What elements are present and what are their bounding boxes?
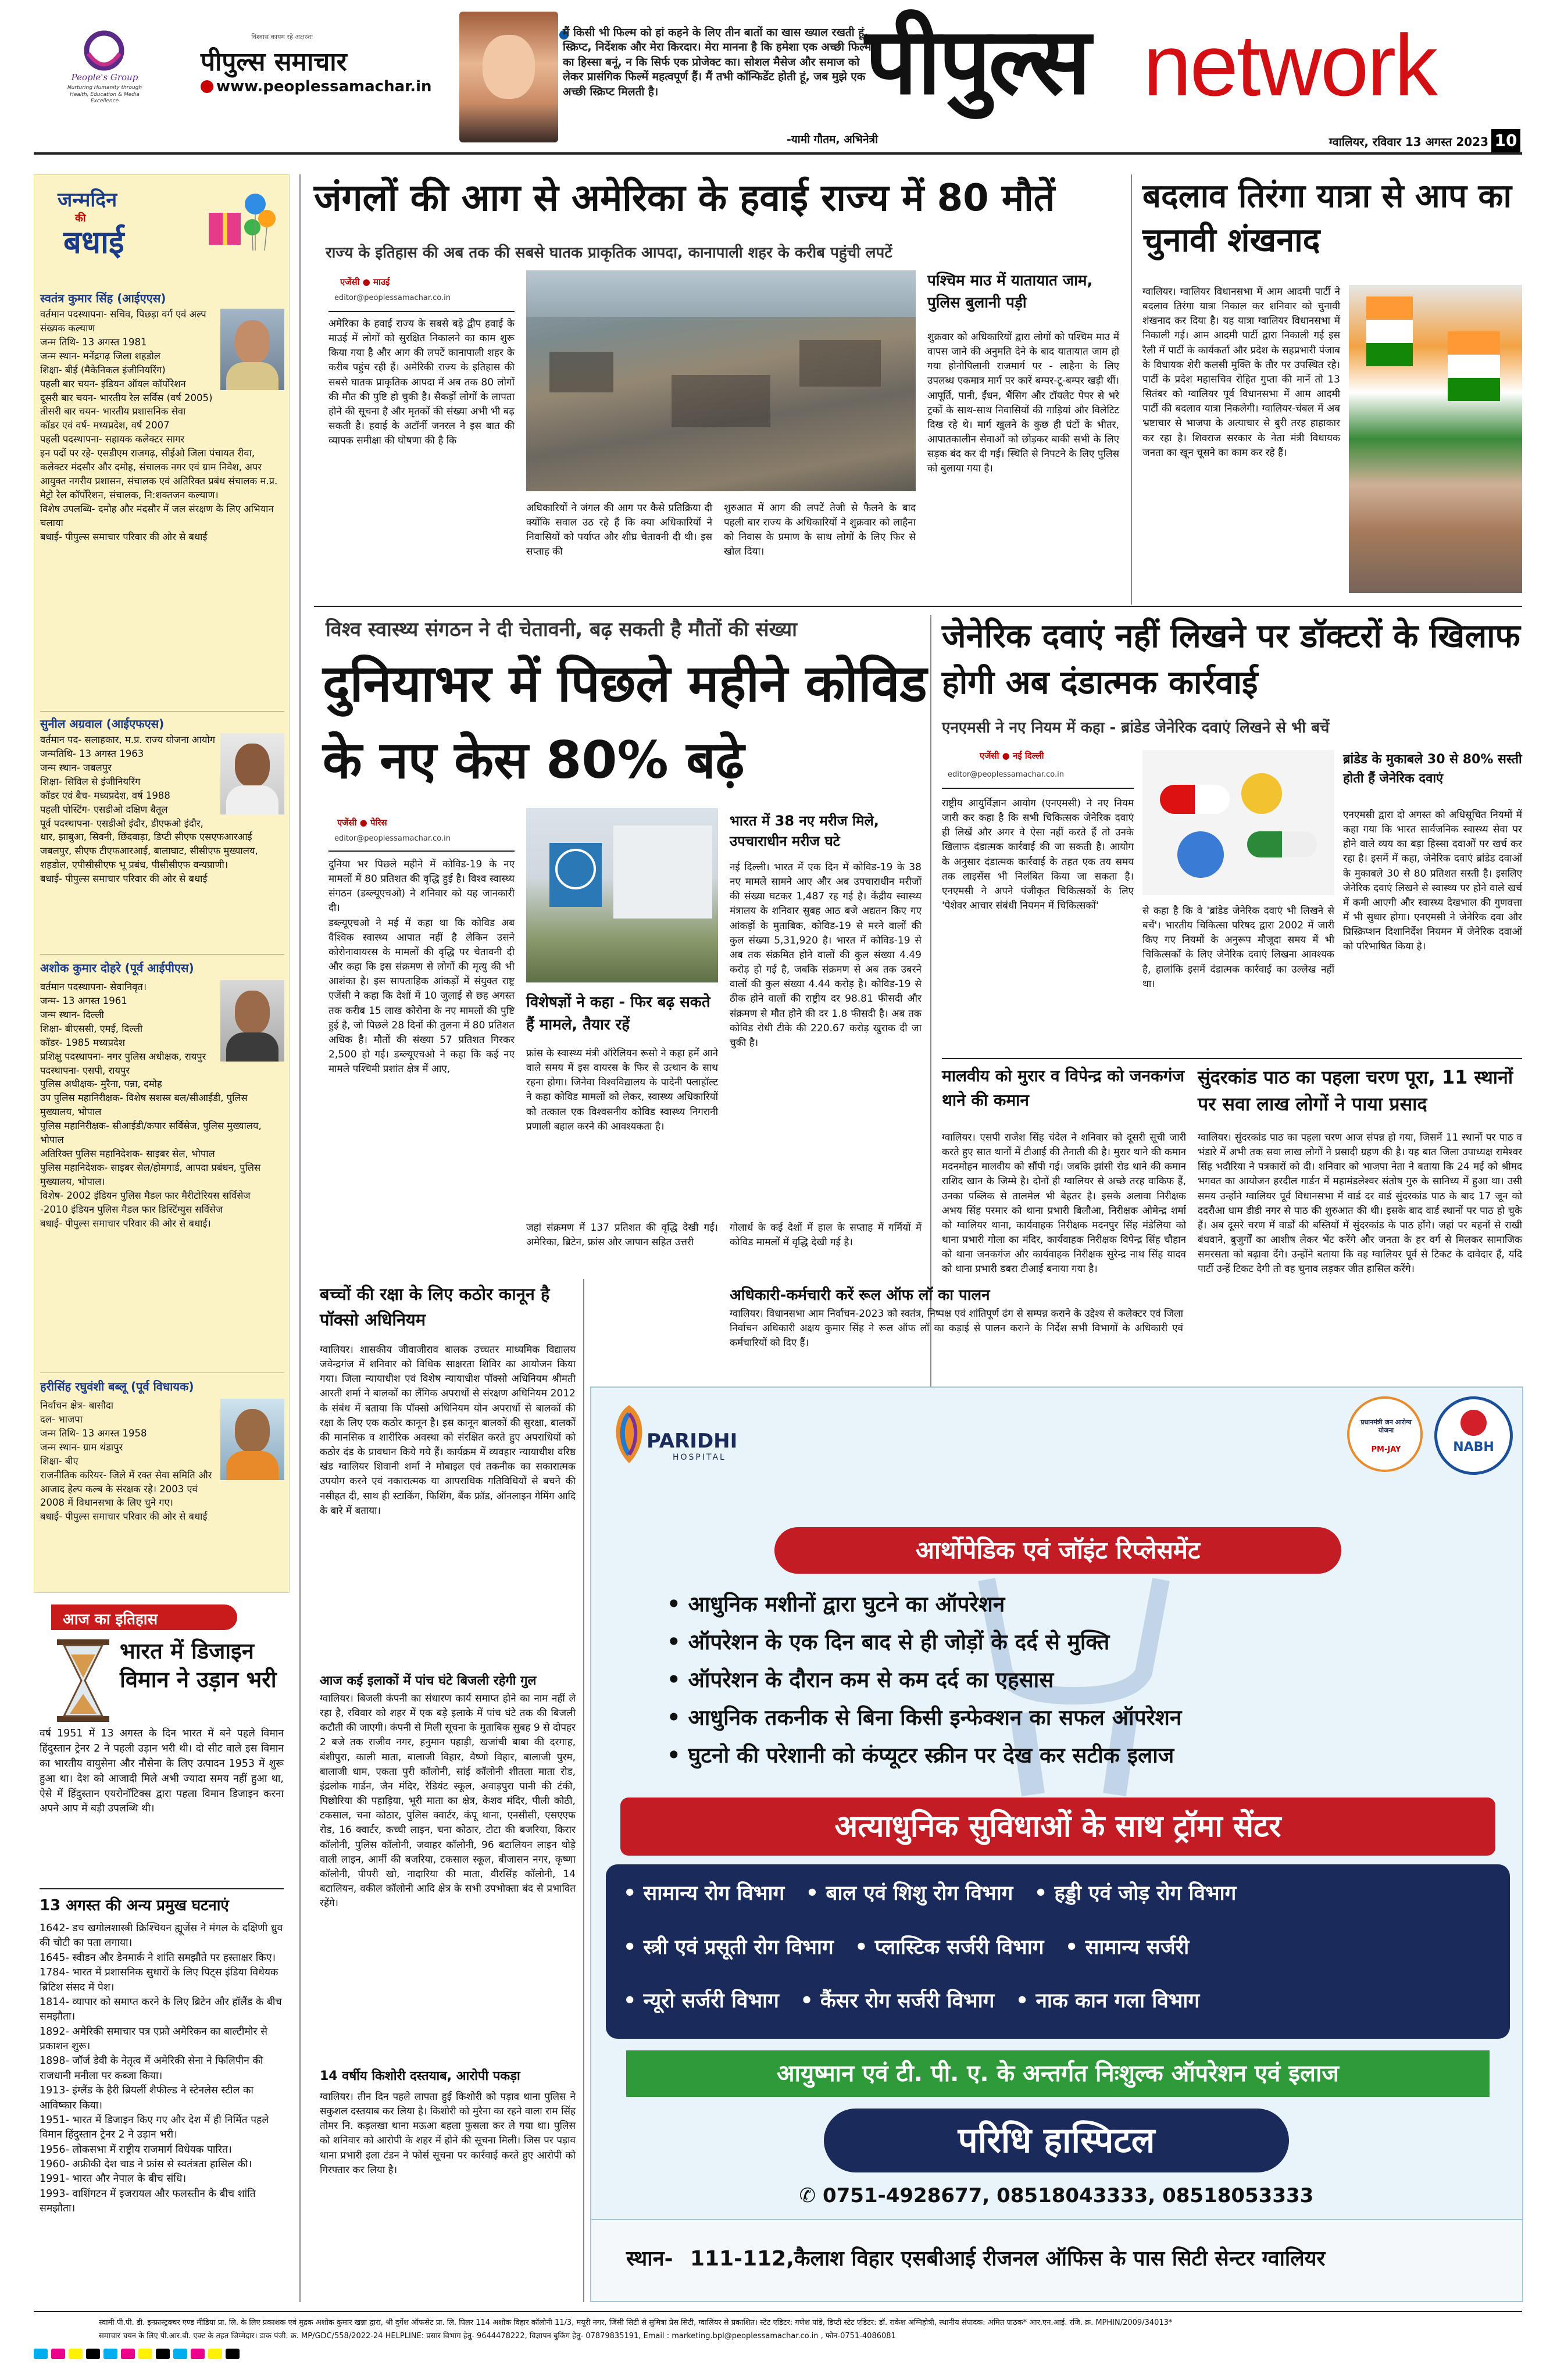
tiranga-headline: बदलाव तिरंगा यात्रा से आप का चुनावी शंखनाद: [1142, 177, 1512, 259]
generic-bottom-rule: [942, 1058, 1522, 1059]
bullet-dot-icon: •: [667, 1743, 688, 1768]
person3-details: वर्तमान पदस्थापना- सेवानिवृत। जन्म- 13 अगस्त 1961 जन्म स्थान- दिल्ली शिक्षा- बीएससी, एमई, दिल्ली कॉडर- 1985 मध्यप्रदेश प्रशिक्षु पदस्थापना- नगर पुलिस अधीक्षक, रायपुर पदस्थापना- एसपी, रायपुर पुलिस अधीक्षक- मुरैना, पन्ना, दमोह उप पुलिस महानिरीक्षक- विशेष सशस्त्र बल/सीआईडी, पुलिस मुख्यालय, भोपाल पुलिस महानिरीक्षक- सीआईडी/कपार सर्विसेज, पुलिस मुख्यालय, भोपाल अतिरिक्त पुलिस महानिदेशक- साइबर सेल, भोपाल पुलिस महानिदेशक- साइबर सेल/होमगार्ड, आपदा प्रबंधन, पुलिस मुख्यालय, भोपाल। विशेष- 2002 इंडियन पुलिस मैडल फार मैरीटोरियस सर्विसेज -2010 इंडियन पुलिस मैडल फार डिस्टिंग्युस सर्विसेज बधाई- पीपुल्स समाचार परिवार की ओर से बधाई।: [40, 981, 262, 1229]
hospital-phones[interactable]: ✆ 0751-4928677, 08518043333, 08518053333: [799, 2184, 1314, 2207]
brand-hindi: पीपुल्स: [865, 8, 1089, 115]
address-bar: [591, 2219, 1522, 2301]
covid-col3: जहां संक्रमण में 137 प्रतिशत की वृद्धि देखी गई। अमेरिका, ब्रिटेन, फ्रांस और जापान सहित उत्तरी: [526, 1222, 718, 1249]
birthday-divider-1: [40, 711, 284, 712]
person2-details: वर्तमान पद- सलाहकार, म.प्र. राज्य योजना आयोग जन्मतिथि- 13 अगस्त 1963 जन्म स्थान- जबलपुर शिक्षा- सिविल से इंजीनियरिंग कॉडर एवं बैच- मध्यप्रदेश, वर्ष 1988 पहली पोस्टिंग- एसडीओ दक्षिण बैतूल पूर्व पदस्थापना- एसडीओ इंदौर, डीएफओ इंदौर, धार, झाबुआ, सिवनी, छिंदवाड़ा, डिप्टी सीएफ एसएफआरआई जबलपुर, सीएफ टीएफआरआई, बालाघाट, सीसीएफ मुख्यालय, शहडोल, एपीसीसीएफ भू प्रबंध, पीसीसीएफ वन्यप्राणी। बधाई- पीपुल्स समाचार परिवार की ओर से बधाई: [40, 734, 258, 885]
children-body: ग्वालियर। शासकीय जीवाजीराव बालक उच्चतर माध्यमिक विद्यालय जवेन्द्रगंज में शनिवार को विधिक साक्षरता शिविर का आयोजन किया गया। जिला न्यायाधीश एवं विशेष न्यायाधीश पॉक्सो अधिनियम श्रीमती आरती शर्मा ने बालकों का लैंगिक अपराधों से संरक्षण अधिनियम 2012 के संबंध में बताया कि पॉक्सो अधिनियम योन अपराधों से बालकों की रक्षा के लिए एक कठोर कानून है। इस कानून बालकों की सुरक्षा, बालकों की मानसिक व शारीरिक अवस्था को संरक्षित करते हुए अपराधियों को कठोर दंड के प्रावधान किये गये हैं। कार्यक्रम में व्यवहार न्यायाधीश वरिष्ठ खंड ग्वालियर शिवानी शर्मा ने मोबाइल एवं तकनीक का सकारात्मक उपयोग करने एवं नकारात्मक या आपराधिक गतिविधियों से बचने की नसीहत दी, साथ ही स्टाकिंग, फिशिंग, बैंक फ्रॉड, ऑनलाइन गेमिंग आदि के बारे में बताया।: [320, 1344, 576, 1517]
hawaii-col1: अमेरिका के हवाई राज्य के सबसे बड़े द्वीप हवाई के माउई में लोगों को सुरक्षित निकालने का काम शुरू किया गया है और आग की लपटें कानापाली शहर के करीब पहुंच रही हैं। अमेरिकी राज्य के इतिहास की सबसे घातक प्राकृतिक आपदा में अब तक 80 लोगों की मौत की पुष्टि हो चुकी है। सैकड़ों लोगों के लापता होने की सूचना है और मृतकों की संख्या अभी भी बढ़ सकती है। हवाई के अटॉर्नी जनरल ने इस बात की व्यापक समीक्षा की घोषणा की है कि: [328, 318, 515, 447]
power-headline: आज कई इलाकों में पांच घंटे बिजली रहेगी गुल: [320, 1674, 537, 1688]
center-right-divider: [1131, 174, 1132, 605]
paridhi-ad[interactable]: [590, 1386, 1523, 2302]
paridhi-logo-name: PARIDHI: [647, 1430, 738, 1453]
ad-bullet-2: [667, 1626, 1481, 1656]
nabh-badge: [1434, 1396, 1513, 1475]
pmjay-badge: [1347, 1396, 1423, 1472]
hawaii-email: editor@peoplessamachar.co.in: [334, 294, 451, 302]
group-tagline: Nurturing Humanity through Health, Education & Media Excellence: [67, 85, 142, 105]
person1-details: वर्तमान पदस्थापना- सचिव, पिछड़ा वर्ग एवं अल्प संख्यक कल्याण जन्म तिथि- 13 अगस्त 1981 जन्म स्थान- मनेंद्रगढ़ जिला शहडोल शिक्षा- बीई (मैकेनिकल इंजीनियरिंग) पहली बार चयन- इंडियन ऑयल कॉर्पोरेशन दूसरी बार चयन- भारतीय रेल सर्विस (वर्ष 2005) तीसरी बार चयन- भारतीय प्रशासनिक सेवा कॉडर एवं वर्ष- मध्यप्रदेश, वर्ष 2007 पहली पदस्थापना- सहायक कलेक्टर सागर इन पदों पर रहे- एसडीएम राजगढ़, सीईओ जिला पंचायत रीवा, कलेक्टर मंदसौर और दमोह, संचालक नगर एवं ग्राम निवेश, अपर आयुक्त नगरीय प्रशासन, संचालक एवं अतिरिक्त प्रबंध संचालक म.प्र. मेट्रो रेल कॉर्पोरेशन, संचालक, नि:शक्तजन कल्याण। विशेष उपलब्धि- दमोह और मंदसौर में जल संरक्षण के लिए अभियान चलाया बधाई- पीपुल्स समाचार परिवार की ओर से बधाई: [40, 309, 278, 542]
footer-color-strip: [34, 2349, 1522, 2366]
generic-byline: एजेंसी ● नई दिल्ली: [980, 751, 1044, 761]
paper-name: पीपुल्स समाचार: [201, 47, 347, 77]
employees-body: ग्वालियर। विधानसभा आम निर्वाचन-2023 को स्वतंत्र, निष्पक्ष एवं शांतिपूर्ण ढंग से सम्पन्न कराने के उद्देश्य से कलेक्टर एवं जिला निर्वाचन अधिकारी अक्षय कुमार सिंह ने रूल ऑफ लॉ का कड़ाई से पालन कराने के निर्देश सभी विभागों के अधिकारी एवं कर्मचारियों को दिए हैं।: [730, 1308, 1183, 1349]
power-body: ग्वालियर। बिजली कंपनी का संधारण कार्य समाप्त होने का नाम नहीं ले रहा है, रविवार को शहर में एक बड़े इलाके में पांच घंटे तक की बिजली कटौती की जाएगी। कंपनी से मिली सूचना के मुताबिक सुबह 9 से दोपहर 2 बजे तक राजीव नगर, हनुमान पहाड़ी, खजांची बाबा की दरगाह, बंशीपुरा, काली माता, बालाजी विहार, वैष्णो विहार, बालाजी पुरम, बालाजी धाम, एकता पुरी कॉलोनी, सांई कॉलोनी शीतला माता रोड, इंद्रलोक गार्डन, जैन मंदिर, रेडियंट स्कूल, अवाड़पुरा पानी की टंकी, पिछोरिया की पहाड़िया, भूरी माता का क्षेत्र, केशव मंदिर, पीली कोठी, टकसाल, चना कोठार, पुलिस क्वार्टर, कंपू थाना, एनसीसी, एसएएफ रोड, 16 क्वार्टर, कच्ची लाइन, चना कोठार, टोटा की बजरिया, किरार कॉलोनी, पुलिस कॉलोनी, जवाहर कॉलोनी, 96 बटालियन लाइन थोड़े वाली लाइन, आर्मी की बजरिया, टकसाल स्कूल, बीजासन नगर, कृष्णा कॉलोनी, पीपरी खो, नादारिया की माता, वीरसिंह कॉलोनी, 14 बटालियन, वकील कॉलोनी आदि क्षेत्र के सभी उपभोक्ता बंद से प्रभावित रहेंगे।: [320, 1693, 576, 1910]
departments-box: [606, 1864, 1510, 2039]
generic-byline-rule: [942, 788, 1134, 789]
medicine-pills-photo: [1142, 750, 1334, 895]
ad-bullet-5: [667, 1739, 1510, 1769]
history-label: आज का इतिहास: [51, 1604, 237, 1630]
departments-row-2: • स्त्री एवं प्रसूती रोग विभाग • प्लास्टिक सर्जरी विभाग • सामान्य सर्जरी: [623, 1936, 1190, 1959]
hawaii-byline: एजेंसी ● माउई: [340, 277, 390, 287]
ad-bullet-4: [667, 1702, 1510, 1731]
girl-body: ग्वालियर। तीन दिन पहले लापता हुई किशोरी को पड़ाव थाना पुलिस ने सकुशल दस्तयाब कर लिया है। किशोरी को मुरैना का रहने वाला राम सिंह तोमर नि. कड़लखा थाना मऊआ बहला फुसला कर ले गया था। पुलिस को शनिवार को आरोपी के शहर में होने की सूचना मिली। जिस पर पड़ाव थाना प्रभारी इला टंडन ने फोर्स सूचना पर कार्रवाई करते हुए आरोपी को गिरफ्तार कर लिया है।: [320, 2091, 576, 2176]
page-number: 10: [1491, 129, 1520, 152]
malviya-body: ग्वालियर। एसपी राजेश सिंह चंदेल ने शनिवार को दूसरी सूची जारी करते हुए सात थानों में टीआई की तैनाती की है। मुरार थाने की कमान मदनमोहन मालवीय को सौंपी गई। जबकि झांसी रोड थाने की कमान राशिद खान के जिम्मे है। दोनों ही ग्वालियर से अच्छे तरह वाकिफ हैं, उनका पब्लिक से तालमेल भी बेहतर है। इसके अलावा निरीक्षक अभय सिंह परमार को थाना प्रभारी बिलौआ, निरीक्षक ओमेन्द्र शर्मा को ग्वालियर थाना, कार्यवाहक निरीक्षक मदनपुर सिंह मंडेलिया को थाना प्रभारी गोला का मंदिर, कार्यवाहक निरीक्षक विपेन्द्र सिंह चौहान को थाना जनकगंज और कार्यवाहक निरीक्षक सुरेन्द्र नाथ सिंह यादव को थाना प्रभारी डबरा टीआई बनाया गया है।: [942, 1132, 1186, 1275]
hawaii-fire-photo: [526, 270, 916, 491]
covid-col1: दुनिया भर पिछले महीने में कोविड-19 के नए मामलों में 80 प्रतिशत की वृद्धि हुई है। विश्व स्वास्थ्य संगठन (डब्ल्यूएचओ) ने शनिवार को यह जानकारी दी। डब्ल्यूएचओ ने मई में कहा था कि कोविड अब वैश्विक स्वास्थ्य आपात नहीं है लेकिन उसने कोरोनावायरस के मामलों की वृद्धि पर चेतावनी दी और कहा कि इस संक्रमण से लोगों की मृत्यु की भी आशंका है। इस सापताहिक आंकड़ों में संयुक्त राष्ट्र एजेंसी ने कहा कि देशों में 10 जुलाई से छह अगस्त तक करीब 15 लाख कोरोना के नए मामलों की पुष्टि हुई है, जो पिछले 28 दिनों की तुलना में 80 प्रतिशत अधिक है। मौतों की संख्या 57 प्रतिशत गिरकर 2,500 हो गई। डब्ल्यूएचओ ने कहा कि कई नए मामले पश्चिमी प्रशांत क्षेत्र में आए,: [328, 859, 515, 1075]
bullet-dot-icon: •: [667, 1629, 688, 1654]
ad-title: आर्थोपेडिक एवं जॉइंट रिप्लेसमेंट: [774, 1527, 1341, 1574]
scheme-banner: आयुष्मान एवं टी. पी. ए. के अन्तर्गत निःशुल्क ऑपरेशन एवं इलाज: [626, 2050, 1490, 2097]
generic-col2: से कहा है कि वे 'ब्रांडेड जेनेरिक दवाएं भी लिखने से बचें'। भारतीय चिकित्सा परिषद द्वारा 2002 में जारी किए गए नियमों के अनुरूप मौजूदा समय में भी चिकित्सकों के लिए जेनेरिक दवाएं लिखना आवश्यक है, हालांकि इसमें दंडात्मक कार्रवाई का उल्लेख नहीं था।: [1142, 905, 1334, 990]
birthday-banner: [40, 181, 284, 260]
address-label: स्थान-: [626, 2247, 673, 2271]
sunderkand-body: ग्वालियर। सुंदरकांड पाठ का पहला चरण आज संपन्न हो गया, जिसमें 11 स्थानों पर पाठ व भंडारे में अभी तक सवा लाख लोगों ने प्रसादी ग्रहण की है। यह बात जिला उपाध्यक्ष रामेश्वर सिंह भदौरिया ने पत्रकारों को दी। शनिवार को भाजपा नेता ने बताया कि 24 मई को श्रीमद भगवत का आयोजन हरदील गार्डन में महामंडलेश्वर संतोष गुरु के सानिध्य में हुआ था। उसी समय उन्होंने ग्वालियर पूर्व विधानसभा में वार्ड दर वार्ड सुंदरकांड पाठ के बाद 17 जून को ददरौआ धाम डीडी नगर से पाठ की शुरुआत की थी। इसके बाद वार्ड स्थानों पर पाठ हो चुके हैं। अब दूसरे चरण में वार्डों की बस्तियों में सुंदरकांड के पाठ होंगे। जहां पर बहनों से राखी बंधवाने, बुजुर्गों का आशीष लेकर भेंट करेंगे और जनता के हर वर्ग से मिलकर सामाजिक समरसता को बढ़ावा देंगे। उन्होंने बताया कि वह ग्वालियर पूर्व से टिकट के दावेदार हैं, यदि पार्टी उन्हें टिकट देगी तो वह चुनाव लड़कर जीत हासिल करेंगे।: [1198, 1132, 1522, 1275]
bullet-text-4: आधुनिक तकनीक से बिना किसी इन्फेक्शन का सफल ऑपरेशन: [688, 1705, 1182, 1730]
tiranga-rally-photo: [1349, 285, 1522, 593]
gift-decor-icon: [197, 187, 278, 251]
banner-sub: की: [75, 212, 86, 224]
hawaii-col2: अधिकारियों ने जंगल की आग पर कैसे प्रतिक्रिया दी क्योंकि सवाल उठ रहे हैं कि क्या अधिकारियों ने निवासियों को पर्याप्त और शीघ्र चेतावनी दी थी। इस सप्ताह की: [526, 502, 712, 558]
history-headline: भारत में डिजाइन विमान ने उड़ान भरी: [120, 1638, 277, 1693]
brand-network: network: [1143, 16, 1437, 114]
sunderkand-headline: सुंदरकांड पाठ का पहला चरण पूरा, 11 स्थानों पर सवा लाख लोगों ने पाया प्रसाद: [1198, 1066, 1513, 1116]
person2-name: सुनील अग्रवाल (आईएफएस): [40, 717, 165, 731]
girl-headline: 14 वर्षीय किशोरी दस्तयाब, आरोपी पकड़ा: [320, 2069, 520, 2084]
address-text: 111-112,कैलाश विहार एसबीआई रीजनल ऑफिस के पास सिटी सेन्टर ग्वालियर: [690, 2247, 1326, 2271]
generic-box-title: ब्रांडेड के मुकाबले 30 से 80% सस्ती होती हैं जेनेरिक दवाएं: [1343, 752, 1522, 786]
bullet-dot-icon: •: [667, 1592, 688, 1617]
hawaii-col3: शुरुआत में आग की लपटें तेजी से फैलने के बाद पहली बार राज्य के अधिकारियों ने शुक्रवार को लाहैना को निवास के प्रमाण के साथ लोगों के लिए फिर से खोल दिया।: [724, 502, 916, 558]
hawaii-byline-rule: [328, 311, 515, 312]
covid-india-title: भारत में 38 नए मरीज मिले, उपचाराधीन मरीज घटे: [730, 813, 879, 849]
covid-col4: गोलार्ध के कई देशों में हाल के सप्ताह में गर्मियों में कोविड मामलों में वृद्धि देखी गई है।: [730, 1222, 922, 1249]
ad-bullet-1: [667, 1588, 1481, 1618]
person4-name: हरीसिंह रघुवंशी बब्लू (पूर्व विधायक): [40, 1380, 194, 1393]
ad-bullet-3: [667, 1664, 1481, 1693]
ad-left-divider: [583, 1279, 584, 2302]
bullet-text-3: ऑपरेशन के दौरान कम से कम दर्द का एहसास: [688, 1667, 1054, 1692]
yami-gautam-photo: [459, 12, 558, 142]
paridhi-logo-sub: HOSPITAL: [673, 1453, 726, 1462]
left-column-divider: [299, 174, 301, 2302]
bullet-text-5: घुटनो की परेशानी को कंप्यूटर स्क्रीन पर देख कर सटीक इलाज: [688, 1743, 1174, 1768]
nabh-badge-text: NABH: [1453, 1440, 1494, 1455]
jam-headline: पश्चिम माउ में यातायात जाम, पुलिस बुलानी पड़ी: [927, 272, 1093, 312]
covid-headline: दुनियाभर में पिछले महीने कोविड के नए केस 80% बढ़े: [323, 653, 927, 790]
pmjay-badge-sub: PM-JAY: [1371, 1445, 1401, 1454]
quote-text: मैं किसी भी फिल्म को हां कहने के लिए तीन बातों का खास ख्याल रखती हूं, स्क्रिप्ट, निर्देशक और मेरा किरदार। मेरा मानना है कि हमेशा एक अच्छी फिल्म का हिस्सा बनूं, न कि सिर्फ एक प्रोजेक्ट का। सोशल मैसेज और समाज को लेकर प्रासंगिक फिल्में महत्वपूर्ण हैं। मैं तभी कॉन्फिडेंट होती हूं, जब मुझे एक अच्छी स्क्रिप्ट मिलती है।: [563, 26, 872, 98]
covid-byline: एजेंसी ● पेरिस: [337, 817, 387, 828]
group-name: People's Group: [71, 72, 138, 83]
covid-email: editor@peoplessamachar.co.in: [334, 834, 451, 843]
hawaii-headline: जंगलों की आग से अमेरिका के हवाई राज्य में 80 मौतें: [314, 177, 1055, 220]
peoples-group-emblem-icon: [78, 30, 130, 71]
masthead: [0, 0, 1557, 163]
website: www.peoplessamachar.in: [216, 78, 432, 95]
covid-box-title: विशेषज्ञों ने कहा - फिर बढ़ सकते हैं मामले, तैयार रहें: [526, 994, 710, 1034]
departments-row-3: • न्यूरो सर्जरी विभाग • कैंसर रोग सर्जरी विभाग • नाक कान गला विभाग: [623, 1989, 1200, 2013]
person4-details: निर्वाचन क्षेत्र- बासौदा दल- भाजपा जन्म तिथि- 13 अगस्त 1958 जन्म स्थान- ग्राम थंडापुर शिक्षा- बीए राजनीतिक करियर- जिले में रक्त सेवा समिति और आजाद हेल्प कल्ब के संरक्षक रहे। 2003 एवं 2008 में विधानसभा के लिए चुने गए। बधाई- पीपुल्स समाचार परिवार की ओर से बधाई: [40, 1400, 212, 1523]
banner-top: जन्मदिन: [58, 188, 117, 212]
peoples-group-logo: [58, 30, 151, 106]
generic-headline: जेनेरिक दवाएं नहीं लिखने पर डॉक्टरों के खिलाफ होगी अब दंडात्मक कार्रवाई: [942, 617, 1520, 702]
person3-name: अशोक कुमार दोहरे (पूर्व आईपीएस): [40, 961, 194, 975]
quote-author: -यामी गौतम, अभिनेत्री: [786, 133, 878, 146]
covid-india-body: नई दिल्ली। भारत में एक दिन में कोविड-19 के 38 नए मामले सामने आए और अब उपचाराधीन मरीजों की संख्या घटकर 1,487 रह गई है। केंद्रीय स्वास्थ्य मंत्रालय के शनिवार सुबह आठ बजे अद्यतन किए गए आंकड़ों के मुताबिक, कोविड-19 से मरने वालों की कुल संख्या 5,31,920 है। भारत में कोविड-19 से अब तक संक्रमित होने वालों की कुल संख्या 4.49 करोड़ हो गई है, जबकि संक्रमण से अब तक उबरने वालों की कुल संख्या 4.44 करोड़ है। कोविड-19 से ठीक होने वालों की राष्ट्रीय दर 98.81 फीसदी और संक्रमण से मौत होने की दर 1.8 फीसदी है। अब तक कोविड रोधी टीके की 220.67 करोड़ खुराक दी जा चुकी है।: [730, 862, 922, 1049]
person1-name: स्वतंत्र कुमार सिंह (आईएएस): [40, 291, 166, 305]
departments-row-1: • सामान्य रोग विभाग • बाल एवं शिशु रोग विभाग • हड्डी एवं जोड़ रोग विभाग: [623, 1882, 1237, 1905]
history-body: वर्ष 1951 में 13 अगस्त के दिन भारत में बने पहले विमान हिंदुस्तान ट्रेनर 2 ने पहली उड़ान भरी थी। दो सीट वाले इस विमान का भारतीय वायुसेना और नौसेना के लिए उत्पादन 1953 में शुरू हुआ था। देश को आजादी मिले अभी ज्यादा समय नहीं हुआ था, ऐसे में हिंदुस्तान एयरोनॉटिक्स द्वारा पहला विमान डिजाइन करना अपने आप में बड़ी उपलब्धि थी।: [40, 1728, 284, 1815]
globe-icon: [201, 80, 213, 93]
covid-byline-rule: [328, 850, 515, 852]
birthday-divider-2: [40, 954, 284, 955]
hourglass-icon: [51, 1637, 115, 1724]
covid-kicker: विश्व स्वास्थ्य संगठन ने दी चेतावनी, बढ़ सकती है मौतों की संख्या: [326, 618, 797, 641]
children-headline: बच्चों की रक्षा के लिए कठोर कानून है पॉक्सो अधिनियम: [320, 1284, 550, 1330]
paper-small-tag: विश्वास कायम रहे अक्षरशः: [251, 33, 313, 41]
events-list: 1642- डच खगोलशास्त्री क्रिश्चियन ह्यूजेंस ने मंगल के दक्षिणी ध्रुव की चोटी का पता लगाया। 1645- स्वीडन और डेनमार्क ने शांति समझौते पर हस्ताक्षर किए। 1784- भारत में प्रशासनिक सुधारों के लिए पिट्स इंडिया विधेयक ब्रिटिश संसद में पेश। 1814- व्यापार को समाप्त करने के लिए ब्रिटेन और हॉलैंड के बीच समझौता। 1892- अमेरिकी समाचार पत्र एफ्रो अमेरिकन का बाल्टीमोर से प्रकाशन शुरू। 1898- जॉर्ज डेवी के नेतृत्व में अमेरिकी सेना ने फिलिपीन की राजधानी मनीला पर कब्जा किया। 1913- इंग्लैंड के हैरी ब्रियर्ली शैफील्ड ने स्टेनलेस स्टील का आविष्कार किया। 1951- भारत में डिजाइन किए गए और देश में ही निर्मित पहले विमान हिंदुस्तान ट्रेनर 2 ने उड़ान भरी। 1956- लोकसभा में राष्ट्रीय राजमार्ग विधेयक पारित। 1960- अफ्रीकी देश चाड ने फ्रांस से स्वतंत्रता हासिल की। 1991- भारत और नेपाल के बीच संधि। 1993- वाशिंगटन में इजरायल और फलस्तीन के बीच शांति समझौता।: [40, 1922, 283, 2215]
dateline: ग्वालियर, रविवार 13 अगस्त 2023: [1329, 135, 1488, 149]
trauma-banner: अत्याधुनिक सुविधाओं के साथ ट्रॉमा सेंटर: [620, 1797, 1495, 1856]
bullet-dot-icon: •: [667, 1705, 688, 1730]
generic-email: editor@peoplessamachar.co.in: [948, 770, 1064, 779]
hawaii-subheadline: राज्य के इतिहास की अब तक की सबसे घातक प्राकृतिक आपदा, कानापाली शहर के करीब पहुंची लपटें: [326, 244, 892, 262]
banner-main: बधाई: [63, 224, 124, 260]
pmjay-badge-text: प्रधानमंत्री जन आरोग्य योजना: [1360, 1418, 1412, 1435]
generic-box-body: एनएमसी द्वारा दो अगस्त को अधिसूचित नियमों में कहा गया कि भारत सार्वजनिक स्वास्थ्य सेवा पर होने वाले व्यय का बड़ा हिस्सा दवाओं पर खर्च कर रहा है। इसमें में कहा, जेनेरिक दवाएं ब्रांडेड दवाओं के मुकाबले 30 से 80 प्रतिशत सस्ती है। इसलिए जेनेरिक दवाएं लिखने से स्वास्थ्य पर होने वाले खर्च में कमी आएगी और स्वास्थ्य देखभाल की गुणवत्ता में भी सुधार होगा। एनएमसी ने जेनेरिक दवा और प्रिस्क्रिप्शन दिशानिर्देश नियमन में जेनेरिक दवाओं को परिभाषित किया है।: [1343, 809, 1522, 953]
employees-headline: अधिकारी-कर्मचारी करें रूल ऑफ लॉ का पालन: [730, 1287, 990, 1304]
masthead-rule: [34, 152, 1522, 155]
bullet-text-1: आधुनिक मशीनों द्वारा घुटने का ऑपरेशन: [688, 1592, 1005, 1617]
history-box: [34, 1604, 290, 2302]
bullet-text-2: ऑपरेशन के एक दिन बाद से ही जोड़ों के दर्द से मुक्ति: [688, 1629, 1110, 1654]
malviya-headline: मालवीय को मुरार व विपेन्द्र को जनकगंज थाने की कमान: [942, 1066, 1185, 1110]
hospital-name: परिधि हास्पिटल: [824, 2109, 1289, 2172]
birthday-column: [34, 174, 290, 1593]
jam-body: शुक्रवार को अधिकारियों द्वारा लोगों को पश्चिम माउ में वापस जाने की अनुमति देने के बाद यातायात जाम हो गया होनोपिलानी राजमार्ग पर - लाहैना के लिए उपलब्ध एकमात्र मार्ग पर कारें बम्पर-टू-बम्पर खड़ी थीं। आपूर्ति, पानी, ईंधन, भैंसिग और टॉयलेट पेपर से भरे ट्रकों के साथ-साथ निवासियों की गाड़ियां और विलेटिट दिख रहे थे। मार्ग खुलने के कुछ ही घंटों के भीतर, आपातकालीन सेवाओं को छोड़कर बाकी सभी के लिए सड़क बंद कर दी गई। स्थिति से निपटने के लिए पुलिस को बुलाया गया है।: [927, 331, 1119, 475]
footer-line2: समाचार चयन के लिए पी.आर.बी. एक्ट के तहत जिम्मेदार। डाक पंजी. क्र. MP/GDC/558/2022-24 HELPLINE: प्रसार विभाग हेतु- 9644478222, विज्ञापन बुकिंग हेतु- 07879835191, Email : marketing.bpl@peoplessamachar.co.in , फोन-0751-4086081: [99, 2332, 896, 2340]
footer-line1: स्वामी पी.पी. डी. इन्फ्रास्ट्रक्चर एण्ड मीडिया प्रा. लि. के लिए प्रकाशक एवं मुद्रक अशोक कुमार खन्ना द्वारा, श्री दुर्गेश ऑफसेट प्रा. लि. पिलर 114 अशोक विहार कॉलोनी 11/3, मयूरी नगर, जिंसी सिटी से सुमित्रा प्रेस सिटी, ग्वालियर से प्रकाशित। स्टेट एडिटर: गणेश पांडे, डिप्टी स्टेट एडिटर: डॉ. राकेश अग्निहोत्री, स्थानीय संपादक: अमित पाठक* आर.एन.आई. रजि. क्र. MPHIN/2009/34013*: [99, 2318, 1173, 2327]
covid-box-body: फ्रांस के स्वास्थ्य मंत्री ऑरेलियन रूसो ने कहा हमें आने वाले समय में इस वायरस के फिर से उत्थान के साथ रहना होगा। जिनेवा विश्वविद्यालय के पादेनी फ्लाहॉल्ट ने कहा कोविड मामलों को लेकर, स्वास्थ्य अधिकारियों को तत्काल एक विश्वसनीय कोविड स्वास्थ्य निगरानी प्रणाली बहाल करने की आवश्यकता है।: [526, 1048, 718, 1132]
upper-band-rule: [314, 606, 1522, 607]
who-building-photo: [526, 808, 718, 982]
tiranga-body: ग्वालियर। ग्वालियर विधानसभा में आम आदमी पार्टी ने बदलाव तिरंगा यात्रा निकाल कर शनिवार को चुनावी शंखनाद कर दिया है। यह यात्रा ग्वालियर विधानसभा में निकाली गई। आम आदमी पार्टी द्वारा निकाली गई इस रैली में पार्टी के कार्यकर्ता और प्रदेश के सहप्रभारी पंजाब के विधायक शेरी कलसी मुक्ति के तौर पर उपस्थित रहे। पार्टी के प्रदेश महासचिव रोहित गुप्ता की मानें तो 13 सितंबर को ग्वालियर पूर्व विधानसभा में आम आदमी पार्टी की बदलाव यात्रा निकलेगी। ग्वालियर-चंबल में अब भ्रष्टाचार से भाजपा के अत्याचार से बुरी तरह हाहाकार कर रहा है। शिवराज सरकार के नेता मंत्री विधायक जनता का खून चूसने का काम कर रहे हैं।: [1142, 286, 1340, 459]
bullet-dot-icon: •: [667, 1667, 688, 1692]
history-divider: [40, 1888, 284, 1889]
generic-sub: एनएमसी ने नए नियम में कहा - ब्रांडेड जेनेरिक दवाएं लिखने से भी बचें: [942, 719, 1330, 737]
footer-rule: [34, 2311, 1522, 2312]
generic-col1: राष्ट्रीय आयुर्विज्ञान आयोग (एनएमसी) ने नए नियम जारी कर कहा है कि सभी चिकित्सक जेनेरिक दवाएं ही लिखें और अगर वे ऐसा नहीं करते हैं तो उनके खिलाफ दंडात्मक कार्रवाई की जा सकती है। आयोग के अनुसार दंडात्मक कार्रवाई के तहत एक तय समय तक लाइसेंस भी निलंबित किया जा सकता है। एनएमसी ने अपने पंजीकृत चिकित्सकों के लिए 'पेशेवर आचार संबंधी नियमन में चिकित्सकों': [942, 798, 1134, 912]
events-title: 13 अगस्त की अन्य प्रमुख घटनाएं: [40, 1897, 229, 1914]
